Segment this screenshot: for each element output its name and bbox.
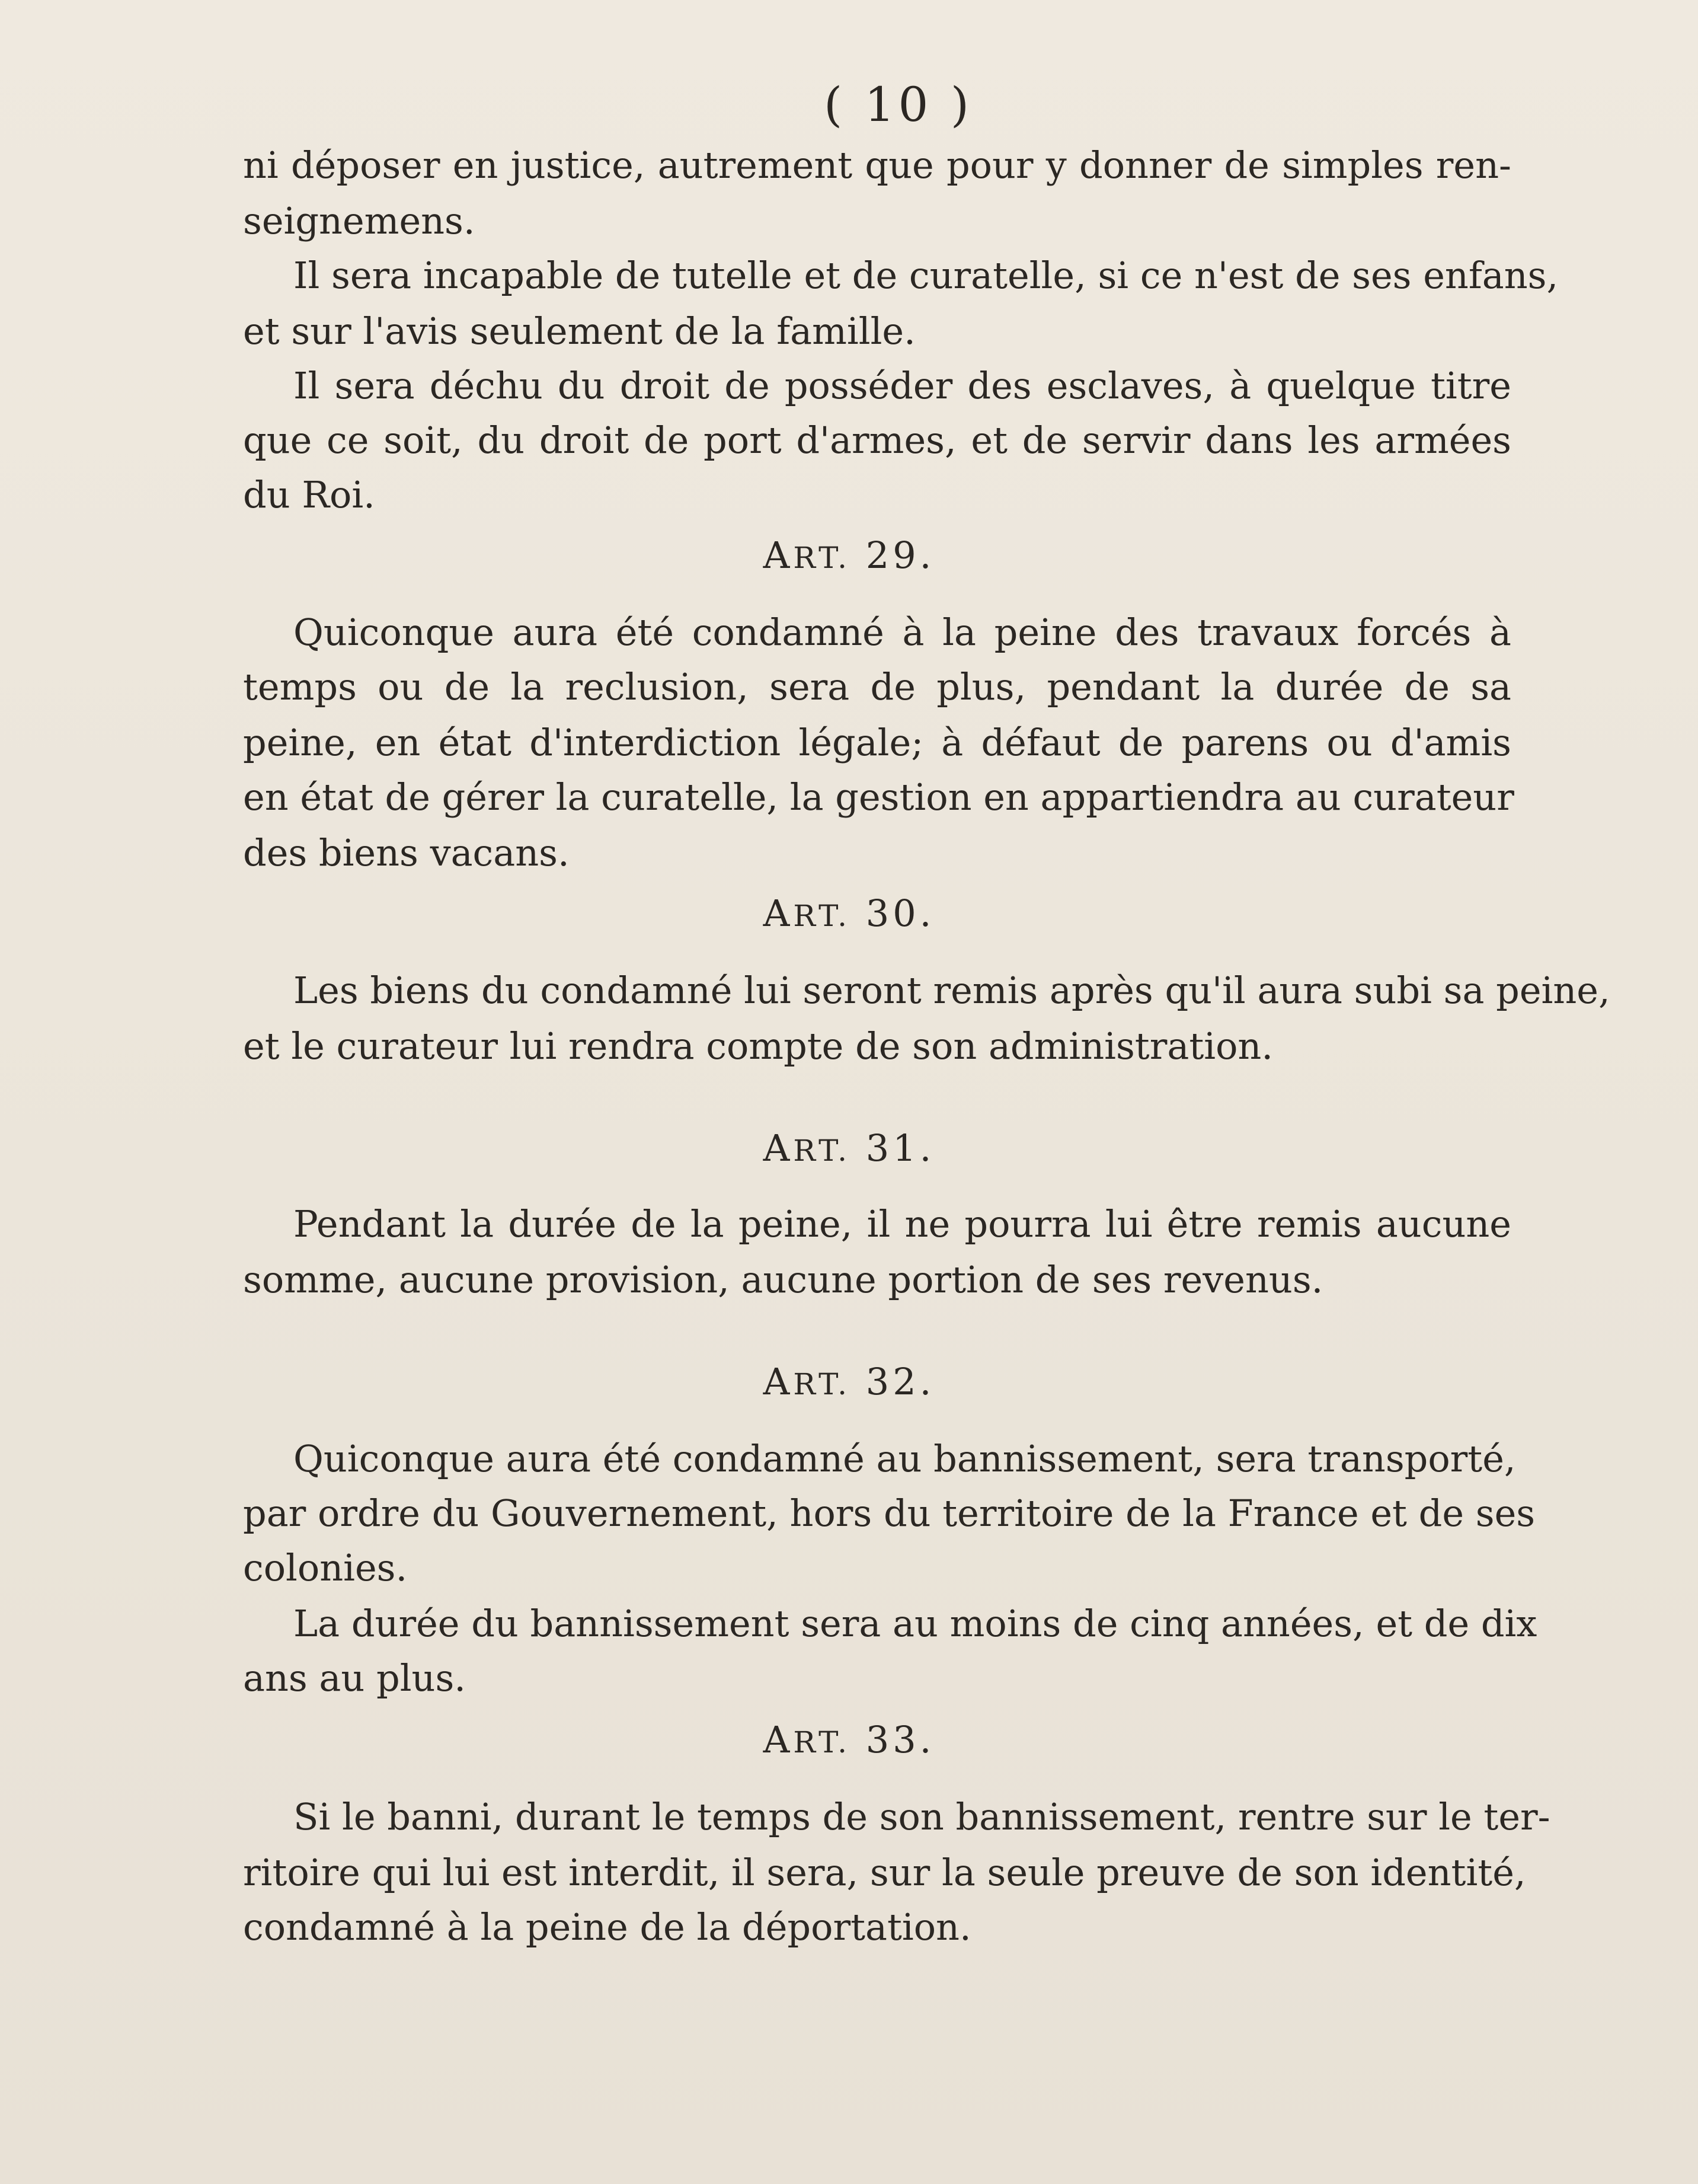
article-heading-29 <box>0 528 1698 586</box>
text-line: colonies. <box>243 1546 408 1589</box>
article-heading-30 <box>0 886 1698 944</box>
text-line: ritoire qui lui est interdit, il sera, sur la seule preuve de son identité, <box>243 1851 1526 1894</box>
text-line: seignemens. <box>243 199 475 242</box>
text-line: Il sera déchu du droit de posséder des esclaves, à quelque titre <box>293 364 1511 407</box>
text-line: et sur l'avis seulement de la famille. <box>243 309 916 353</box>
text-line: Pendant la durée de la peine, il ne pourra lui être remis aucune <box>293 1202 1511 1246</box>
text-line: peine, en état d'interdiction légale; à défaut de parens ou d'amis <box>243 721 1511 764</box>
article-number: 29. <box>865 534 935 577</box>
text-line: par ordre du Gouvernement, hors du territoire de la France et de ses <box>243 1492 1536 1535</box>
text-line: Quiconque aura été condamné à la peine des travaux forcés à <box>293 611 1511 654</box>
text-line: condamné à la peine de la déportation. <box>243 1905 971 1949</box>
text-line: que ce soit, du droit de port d'armes, et de servir dans les armées <box>243 419 1511 462</box>
article-number: 30. <box>865 892 935 935</box>
article-heading-32 <box>0 1354 1698 1412</box>
article-label-initial: A <box>763 1718 794 1761</box>
article-heading-31 <box>0 1120 1698 1179</box>
text-line: en état de gérer la curatelle, la gestion en appartiendra au curateur <box>243 775 1514 819</box>
article-number: 33. <box>865 1718 935 1761</box>
article-label-initial: A <box>763 1126 794 1170</box>
article-label-rest: RT. <box>793 1133 851 1168</box>
text-line: et le curateur lui rendra compte de son administration. <box>243 1024 1274 1068</box>
article-label-rest: RT. <box>793 1367 851 1401</box>
text-line: ni déposer en justice, autrement que pour y donner de simples ren- <box>243 143 1511 187</box>
article-number: 32. <box>865 1360 935 1403</box>
article-label-rest: RT. <box>793 541 851 575</box>
article-label-initial: A <box>763 534 794 577</box>
text-line: ans au plus. <box>243 1656 466 1700</box>
article-number: 31. <box>865 1126 935 1170</box>
article-label-rest: RT. <box>793 1725 851 1760</box>
text-line: des biens vacans. <box>243 831 570 874</box>
article-label-rest: RT. <box>793 899 851 933</box>
text-line: Quiconque aura été condamné au bannissement, sera transporté, <box>293 1437 1516 1480</box>
article-label-initial: A <box>763 1360 794 1403</box>
text-line: Il sera incapable de tutelle et de curatelle, si ce n'est de ses enfans, <box>293 254 1559 297</box>
page-number: ( 10 ) <box>824 77 973 132</box>
article-heading-33 <box>0 1712 1698 1770</box>
text-line: du Roi. <box>243 473 375 516</box>
text-line: Les biens du condamné lui seront remis après qu'il aura subi sa peine, <box>293 969 1610 1012</box>
text-line: temps ou de la reclusion, sera de plus, pendant la durée de sa <box>243 665 1511 708</box>
text-line: Si le banni, durant le temps de son bannissement, rentre sur le ter- <box>293 1795 1550 1838</box>
text-line: somme, aucune provision, aucune portion de ses revenus. <box>243 1258 1323 1301</box>
text-line: La durée du bannissement sera au moins de cinq années, et de dix <box>293 1602 1537 1645</box>
article-label-initial: A <box>763 892 794 935</box>
